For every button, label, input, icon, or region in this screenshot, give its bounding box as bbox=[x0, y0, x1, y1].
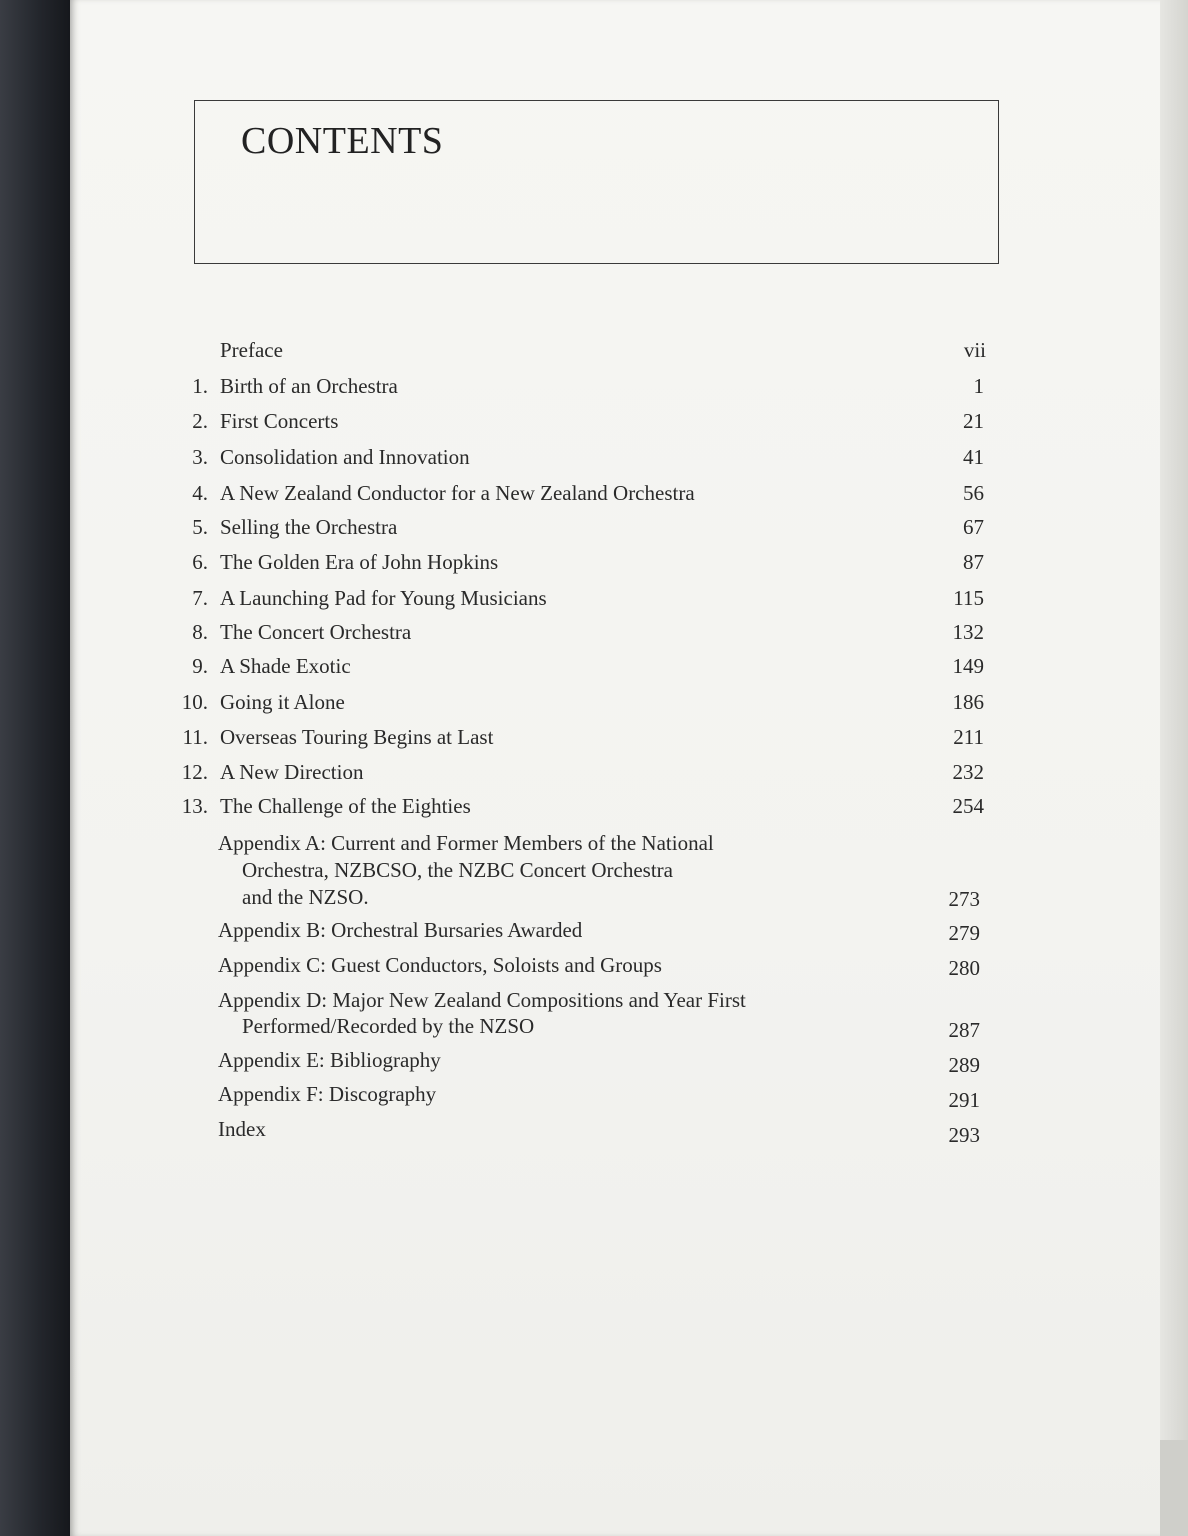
toc-entry-title-line2: Orchestra, NZBCSO, the NZBC Concert Orchestra bbox=[242, 858, 673, 882]
toc-entry-number: 5. bbox=[192, 515, 208, 539]
toc-entry-page: 232 bbox=[952, 760, 984, 784]
toc-entry-number: 9. bbox=[192, 654, 208, 678]
toc-entry-number: 6. bbox=[192, 550, 208, 574]
toc-entry-title: Consolidation and Innovation bbox=[220, 445, 470, 469]
toc-entry-number: 10. bbox=[181, 690, 208, 714]
toc-entry-title: Birth of an Orchestra bbox=[220, 374, 398, 398]
toc-entry-title: The Concert Orchestra bbox=[220, 620, 412, 644]
toc-entry-title: The Challenge of the Eighties bbox=[220, 794, 471, 818]
toc-entry-page: 87 bbox=[963, 550, 984, 574]
toc-entry-number: 3. bbox=[192, 445, 208, 469]
toc-entry-title: Index bbox=[218, 1117, 266, 1141]
toc-entry-number: 2. bbox=[192, 409, 208, 433]
toc-entry-page: 132 bbox=[952, 620, 984, 644]
toc-entry-title: A Shade Exotic bbox=[220, 654, 351, 678]
toc-entry-title: Preface bbox=[220, 338, 283, 362]
toc-entry-page: 149 bbox=[952, 654, 984, 678]
toc-entry-page: 115 bbox=[953, 586, 984, 610]
toc-entry-page: 291 bbox=[948, 1088, 980, 1112]
toc-entry-title: Appendix C: Guest Conductors, Soloists and Groups bbox=[218, 953, 662, 977]
toc-entry-title: Selling the Orchestra bbox=[220, 515, 398, 539]
toc-entry-number: 12. bbox=[181, 760, 208, 784]
toc-entry-title: A New Zealand Conductor for a New Zealand Orchestra bbox=[220, 481, 695, 505]
toc-entry-page: vii bbox=[963, 338, 986, 362]
toc-entry-title: A Launching Pad for Young Musicians bbox=[220, 586, 547, 610]
toc-entry-number: 11. bbox=[182, 725, 208, 749]
toc-entry-number: 1. bbox=[192, 374, 208, 398]
toc-entry-number: 4. bbox=[192, 481, 208, 505]
toc-entry-page: 287 bbox=[948, 1018, 980, 1042]
toc-entry-title-line3: and the NZSO. bbox=[242, 885, 369, 909]
toc-entry-page: 211 bbox=[953, 725, 984, 749]
toc-entry-title: Appendix F: Discography bbox=[218, 1082, 437, 1106]
toc-entry-page: 56 bbox=[963, 481, 984, 505]
toc-entry-page: 254 bbox=[952, 794, 984, 818]
toc-entry-title: Appendix B: Orchestral Bursaries Awarded bbox=[218, 918, 583, 942]
toc-entry-title: A New Direction bbox=[220, 760, 364, 784]
toc-entry-page: 41 bbox=[963, 445, 984, 469]
toc-entry-page: 186 bbox=[952, 690, 984, 714]
toc-entry-number: 8. bbox=[192, 620, 208, 644]
toc-entry-number: 13. bbox=[181, 794, 208, 818]
toc-entry-title: Appendix A: Current and Former Members of the National bbox=[218, 831, 714, 855]
toc-entry-page: 279 bbox=[948, 921, 980, 945]
toc-entry-title: Appendix E: Bibliography bbox=[218, 1048, 441, 1072]
toc-entry-title: Overseas Touring Begins at Last bbox=[220, 725, 494, 749]
toc-entry-title-line2: Performed/Recorded by the NZSO bbox=[242, 1014, 535, 1038]
toc-entry-number: 7. bbox=[192, 586, 208, 610]
toc-entry-page: 289 bbox=[948, 1053, 980, 1077]
toc-entry-title: Going it Alone bbox=[220, 690, 345, 714]
toc-entry-page: 1 bbox=[973, 374, 984, 398]
toc-entry-page: 67 bbox=[963, 515, 984, 539]
toc-entry-page: 293 bbox=[948, 1123, 980, 1147]
page-title: CONTENTS bbox=[241, 120, 444, 162]
toc-entry-page: 280 bbox=[948, 956, 980, 980]
toc-entry-title: First Concerts bbox=[220, 409, 339, 433]
toc-entry-title: Appendix D: Major New Zealand Compositions and Year First bbox=[218, 988, 746, 1012]
toc-entry-page: 21 bbox=[963, 409, 984, 433]
toc-entry-title: The Golden Era of John Hopkins bbox=[220, 550, 499, 574]
toc-entry-page: 273 bbox=[948, 887, 980, 911]
